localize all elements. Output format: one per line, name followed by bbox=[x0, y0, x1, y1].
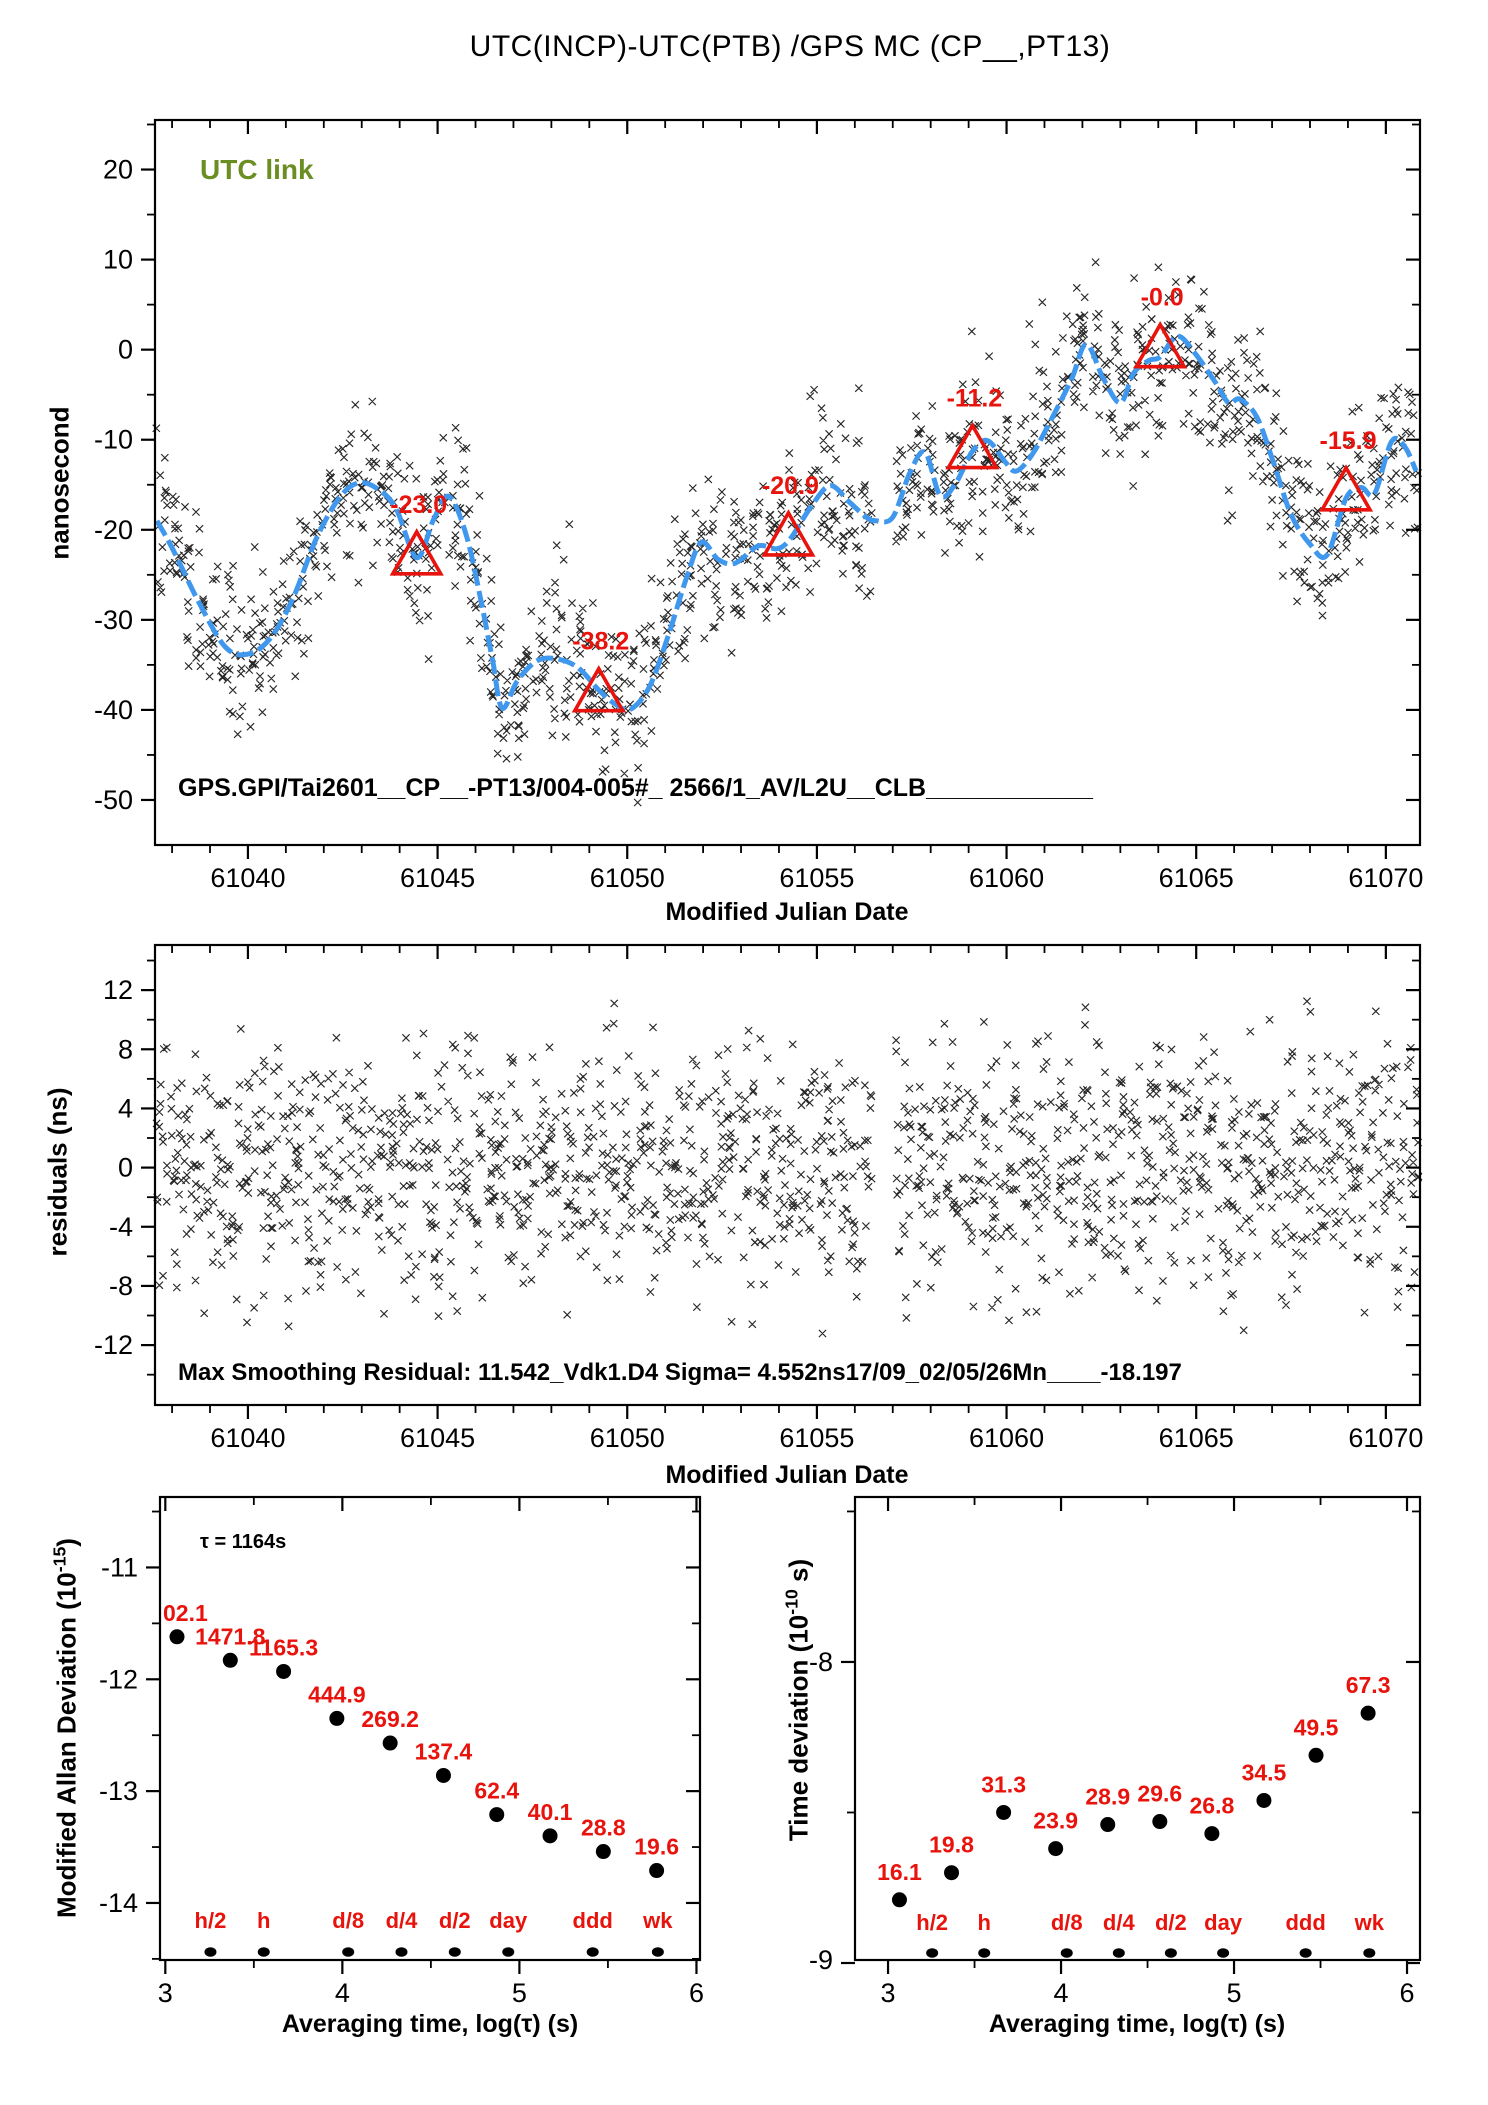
time-marker-label: d/4 bbox=[1102, 1910, 1135, 1935]
x-tick-label: 6 bbox=[1399, 1978, 1415, 2008]
time-marker-dot bbox=[1061, 1948, 1073, 1958]
triangle-value-label: -23.0 bbox=[390, 490, 448, 519]
time-marker-dot bbox=[587, 1947, 599, 1957]
y-tick-label: -40 bbox=[93, 694, 133, 725]
mdev-panel bbox=[99, 1497, 704, 2008]
triangle-value-label: -0.0 bbox=[1140, 283, 1184, 312]
time-marker-dot bbox=[1300, 1948, 1312, 1958]
page-title: UTC(INCP)-UTC(PTB) /GPS MC (CP__,PT13) bbox=[469, 30, 1111, 63]
tdev-point bbox=[944, 1865, 959, 1880]
y-tick-label: 8 bbox=[117, 1034, 133, 1065]
time-marker-dot bbox=[1165, 1948, 1177, 1958]
time-marker-label: day bbox=[489, 1908, 528, 1933]
smoothed-line bbox=[157, 336, 1416, 710]
x-tick-label: 6 bbox=[688, 1978, 704, 2008]
mdev-point bbox=[543, 1828, 558, 1843]
time-marker-dot bbox=[1113, 1948, 1125, 1958]
y-tick-label: -14 bbox=[98, 1887, 138, 1918]
x-tick-label: 61055 bbox=[779, 1423, 855, 1453]
time-marker-label: d/8 bbox=[1050, 1910, 1083, 1935]
x-tick-label: 3 bbox=[880, 1978, 896, 2008]
residuals-y-axis-title: residuals (ns) bbox=[42, 1087, 73, 1257]
mdev-ylabel-post: ) bbox=[51, 1538, 82, 1547]
time-marker-label: h bbox=[257, 1908, 271, 1933]
time-marker-label: d/2 bbox=[438, 1908, 471, 1933]
x-tick-label: 61060 bbox=[969, 1423, 1045, 1453]
triangle-value-label: -11.2 bbox=[946, 384, 1003, 413]
tdev-point-label: 16.1 bbox=[877, 1858, 922, 1885]
tdev-x-axis-title: Averaging time, log(τ) (s) bbox=[988, 2010, 1286, 2038]
mdev-point bbox=[436, 1768, 451, 1783]
x-tick-label: 3 bbox=[157, 1978, 173, 2008]
tdev-point bbox=[996, 1805, 1011, 1820]
utc-link-label: UTC link bbox=[200, 154, 314, 185]
x-tick-label: 61045 bbox=[400, 1423, 476, 1453]
mdev-point bbox=[169, 1629, 184, 1644]
x-tick-label: 61065 bbox=[1158, 1423, 1234, 1453]
y-tick-label: -50 bbox=[93, 784, 133, 815]
y-tick-label: -13 bbox=[98, 1776, 138, 1807]
triangle-value-label: -15.9 bbox=[1319, 426, 1377, 455]
x-tick-label: 61065 bbox=[1158, 863, 1234, 893]
x-tick-label: 4 bbox=[1053, 1978, 1069, 2008]
time-marker-label: d/8 bbox=[332, 1908, 365, 1933]
time-marker-dot bbox=[652, 1947, 664, 1957]
top-y-axis-title: nanosecond bbox=[44, 406, 75, 560]
y-tick-label: -20 bbox=[93, 514, 133, 545]
x-tick-label: 61055 bbox=[779, 863, 855, 893]
tdev-point-label: 19.8 bbox=[929, 1831, 974, 1858]
tdev-ylabel-post: s) bbox=[783, 1558, 814, 1590]
tdev-point bbox=[1152, 1814, 1167, 1829]
y-tick-label: 20 bbox=[102, 154, 133, 185]
x-tick-label: 61050 bbox=[589, 863, 665, 893]
tdev-point-label: 49.5 bbox=[1293, 1714, 1339, 1741]
residuals-x-axis-title: Modified Julian Date bbox=[665, 1461, 909, 1489]
tdev-point bbox=[1309, 1748, 1324, 1763]
mdev-point bbox=[329, 1711, 344, 1726]
tdev-point-label: 29.6 bbox=[1137, 1780, 1183, 1807]
time-marker-dot bbox=[258, 1947, 270, 1957]
mdev-point bbox=[489, 1807, 504, 1822]
x-tick-label: 61045 bbox=[400, 863, 476, 893]
y-tick-label: -30 bbox=[93, 604, 133, 635]
time-marker-label: h/2 bbox=[916, 1910, 949, 1935]
time-marker-label: d/4 bbox=[385, 1908, 418, 1933]
y-tick-label: 10 bbox=[102, 244, 133, 275]
mdev-ylabel-pre: Modified Allan Deviation (10 bbox=[51, 1572, 82, 1918]
mdev-point bbox=[276, 1664, 291, 1679]
mdev-point-label: 40.1 bbox=[527, 1798, 573, 1825]
tdev-point-label: 28.9 bbox=[1085, 1783, 1131, 1810]
x-tick-label: 5 bbox=[1226, 1978, 1242, 2008]
y-tick-label: -12 bbox=[98, 1664, 138, 1695]
x-tick-label: 5 bbox=[511, 1978, 527, 2008]
y-tick-label: 0 bbox=[117, 1152, 133, 1183]
tdev-point-label: 23.9 bbox=[1033, 1807, 1079, 1834]
time-marker-dot bbox=[395, 1947, 407, 1957]
tau-annotation: τ = 1164s bbox=[200, 1531, 287, 1553]
y-tick-label: -9 bbox=[808, 1945, 833, 1975]
tdev-ylabel-pre: Time deviation (10 bbox=[783, 1614, 814, 1842]
mdev-point-label: 444.9 bbox=[308, 1681, 366, 1708]
y-tick-label: 4 bbox=[117, 1093, 133, 1124]
mdev-x-axis-title: Averaging time, log(τ) (s) bbox=[281, 2010, 579, 2038]
y-tick-label: 0 bbox=[117, 334, 133, 365]
tdev-y-axis-title bbox=[782, 1559, 815, 1841]
tdev-point bbox=[892, 1892, 907, 1907]
mdev-point-label: 02.1 bbox=[163, 1599, 208, 1626]
tdev-point-label: 31.3 bbox=[981, 1771, 1026, 1798]
y-tick-label: 12 bbox=[102, 975, 133, 1006]
time-marker-dot bbox=[1363, 1948, 1375, 1958]
tdev-panel bbox=[809, 1497, 1420, 2008]
time-marker-label: wk bbox=[1354, 1910, 1384, 1935]
x-tick-label: 61040 bbox=[210, 863, 286, 893]
time-marker-dot bbox=[978, 1948, 990, 1958]
tdev-point-label: 67.3 bbox=[1345, 1672, 1391, 1699]
time-marker-label: ddd bbox=[1285, 1910, 1326, 1935]
time-marker-dot bbox=[204, 1947, 216, 1957]
y-tick-label: -12 bbox=[93, 1330, 133, 1361]
y-tick-label: -8 bbox=[808, 1646, 833, 1677]
mdev-point-label: 137.4 bbox=[414, 1738, 473, 1765]
tdev-point bbox=[1361, 1706, 1376, 1721]
mdev-y-axis-title bbox=[50, 1538, 83, 1918]
mdev-point-label: 28.8 bbox=[580, 1814, 626, 1841]
max-smoothing-annotation: Max Smoothing Residual: 11.542_Vdk1.D4 Sigma= 4.552ns17/09_02/05/26Mn____-18.197 bbox=[178, 1359, 1182, 1386]
time-marker-dot bbox=[449, 1947, 461, 1957]
mdev-ylabel-sup: -15 bbox=[49, 1546, 70, 1573]
gps-config-annotation: GPS.GPI/Tai2601__CP__-PT13/004-005#_ 2566/1_AV/L2U__CLB____________ bbox=[178, 774, 1093, 802]
tdev-point bbox=[1204, 1826, 1219, 1841]
mdev-point-label: 19.6 bbox=[634, 1833, 680, 1860]
x-tick-label: 61040 bbox=[210, 1423, 286, 1453]
mdev-point-label: 1165.3 bbox=[249, 1634, 319, 1661]
time-marker-label: h bbox=[977, 1910, 991, 1935]
time-marker-label: ddd bbox=[572, 1908, 613, 1933]
tdev-point bbox=[1256, 1793, 1271, 1808]
tdev-point bbox=[1048, 1841, 1063, 1856]
residuals-scatter bbox=[153, 998, 1422, 1337]
y-tick-label: -11 bbox=[100, 1552, 138, 1583]
tdev-point-label: 34.5 bbox=[1241, 1759, 1287, 1786]
tdev-point-label: 26.8 bbox=[1189, 1792, 1235, 1819]
time-marker-label: day bbox=[1204, 1910, 1243, 1935]
mdev-point bbox=[596, 1844, 611, 1859]
y-tick-label: -8 bbox=[108, 1270, 133, 1301]
mdev-point bbox=[223, 1653, 238, 1668]
tdev-point bbox=[1100, 1817, 1115, 1832]
triangle-value-label: -20.9 bbox=[761, 471, 819, 500]
x-tick-label: 61060 bbox=[969, 863, 1045, 893]
mdev-point-label: 1471.8 bbox=[195, 1623, 266, 1650]
x-tick-label: 61070 bbox=[1348, 863, 1424, 893]
time-marker-label: wk bbox=[643, 1908, 673, 1933]
time-marker-label: d/2 bbox=[1154, 1910, 1187, 1935]
mdev-point bbox=[383, 1736, 398, 1751]
mdev-point-label: 269.2 bbox=[361, 1706, 419, 1733]
time-marker-dot bbox=[926, 1948, 938, 1958]
y-tick-label: -10 bbox=[93, 424, 133, 455]
mdev-point-label: 62.4 bbox=[474, 1777, 520, 1804]
x-tick-label: 4 bbox=[334, 1978, 350, 2008]
time-marker-dot bbox=[1217, 1948, 1229, 1958]
time-marker-dot bbox=[502, 1947, 514, 1957]
y-tick-label: -4 bbox=[108, 1211, 133, 1242]
x-tick-label: 61070 bbox=[1348, 1423, 1424, 1453]
time-marker-label: h/2 bbox=[194, 1908, 227, 1933]
phase-scatter bbox=[153, 259, 1422, 807]
mdev-point bbox=[649, 1863, 664, 1878]
triangle-value-label: -38.2 bbox=[572, 627, 630, 656]
time-marker-dot bbox=[342, 1947, 354, 1957]
top-x-axis-title: Modified Julian Date bbox=[665, 898, 909, 926]
tdev-ylabel-sup: -10 bbox=[781, 1589, 802, 1615]
x-tick-label: 61050 bbox=[589, 1423, 665, 1453]
